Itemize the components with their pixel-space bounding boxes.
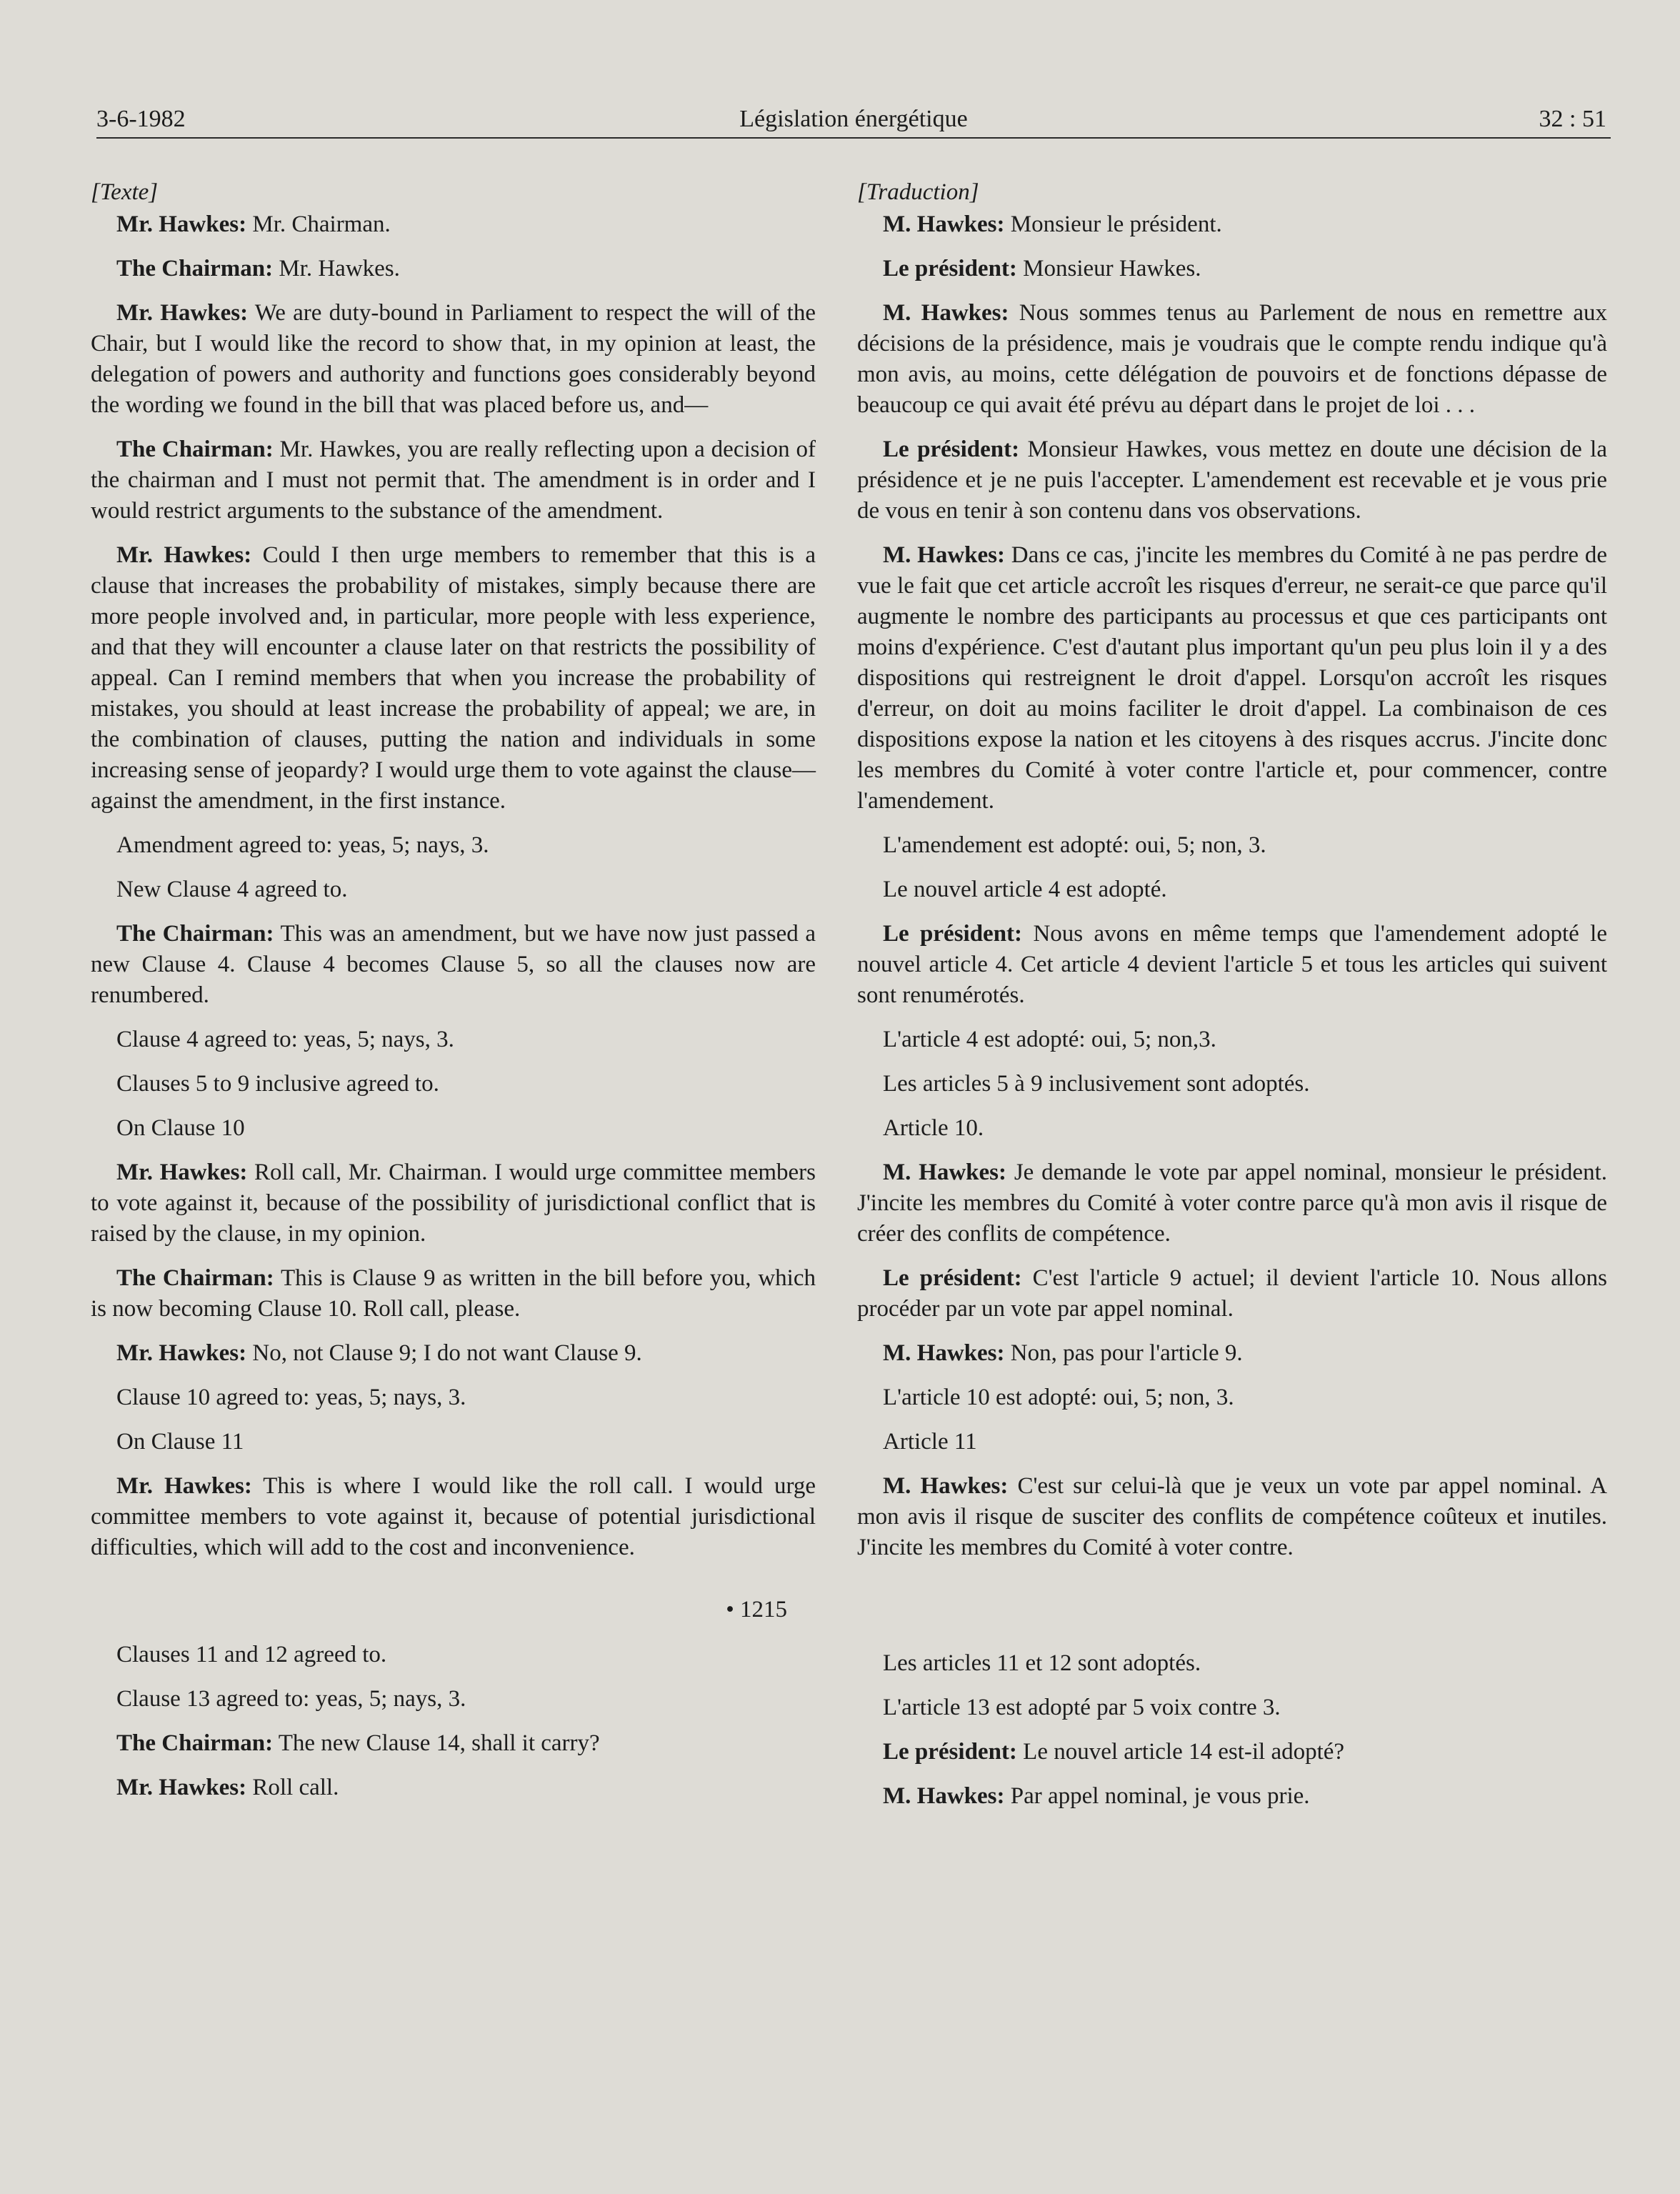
speaker-name: Mr. Hawkes: [116,300,249,326]
paragraph-text: Article 11 [883,1429,977,1455]
header-date: 3-6-1982 [96,106,186,132]
paragraph-text: Dans ce cas, j'incite les membres du Comité à ne pas perdre de vue le fait que cet article accroît les risques d'erreur, ne serait-ce que parce qu'il augmente le nombre des participants au processus et que ces participants ont moins d'expérience. C'est d'autant plus important qu'un peu plus loin il y a des dispositions qui restreignent le droit d'appel. Lorsqu'on accroît les risques d'erreur, on doit au moins faciliter le droit d'appel. La combinaison de ces dispositions expose la nation et les citoyens à des risques accrus. J'incite donc les membres du Comité à voter contre l'article et, pour commencer, contre l'amendement. [857,542,1607,814]
paragraph-text: Mr. Hawkes. [273,256,400,281]
french-paragraph [857,919,1607,1011]
paragraph-text: L'article 4 est adopté: oui, 5; non,3. [883,1027,1216,1052]
french-paragraph [857,1069,1607,1100]
speaker-name: Le président: [883,1265,1022,1291]
paragraph-text: Par appel nominal, je vous prie. [1004,1783,1310,1809]
paragraph-text: L'amendement est adopté: oui, 5; non, 3. [883,832,1266,858]
english-paragraph [91,1640,816,1670]
english-paragraph [91,919,816,1011]
speaker-name: M. Hawkes: [883,542,1006,568]
french-paragraph [857,298,1607,421]
speaker-name: M. Hawkes: [883,1340,1005,1366]
english-paragraph [91,1471,816,1563]
paragraph-text: This is Clause 9 as written in the bill before you, which is now becoming Clause 10. Roll call, please. [91,1265,816,1322]
english-paragraph [91,1113,816,1144]
speaker-name: The Chairman: [116,921,274,947]
paragraph-text: Mr. Hawkes, you are really reflecting upon a decision of the chairman and I must not permit that. The amendment is in order and I would restrict arguments to the substance of the amendment. [91,437,816,524]
paragraph-text: L'article 10 est adopté: oui, 5; non, 3. [883,1385,1234,1410]
paragraph-text: Could I then urge members to remember that this is a clause that increases the probability of mistakes, simply because there are more people involved and, in particular, more people with less experience, and that they will encounter a clause later on that restricts the possibility of appeal. Can I remind members that when you increase the probability of mistakes, you should at least increase the probability of appeal; we are, in the combination of clauses, putting the nation and individuals in some increasing sense of jeopardy? I would urge them to vote against the clause—against the amendment, in the first instance. [91,542,816,814]
paragraph-text: Clause 13 agreed to: yeas, 5; nays, 3. [116,1686,466,1712]
paragraph-text: No, not Clause 9; I do not want Clause 9. [246,1340,642,1366]
speaker-name: Mr. Hawkes: [116,1160,248,1185]
english-section-tag: [Texte] [91,179,159,205]
english-paragraph [91,209,816,240]
header-page-number: 32 : 51 [1539,106,1606,132]
paragraph-text: The new Clause 14, shall it carry? [273,1730,600,1756]
paragraph-text: Clause 4 agreed to: yeas, 5; nays, 3. [116,1027,454,1052]
paragraph-text: We are duty-bound in Parliament to respect the will of the Chair, but I would like the record to show that, in my opinion at least, the delegation of powers and authority and functions goes considerably beyond the wording we found in the bill that was placed before us, and— [91,300,816,418]
speaker-name: Mr. Hawkes: [116,211,247,237]
french-paragraph [857,1382,1607,1413]
speaker-name: The Chairman: [116,437,274,462]
speaker-name: M. Hawkes: [883,1160,1007,1185]
english-paragraph [91,1024,816,1055]
french-paragraph [857,1781,1607,1812]
english-paragraph [91,830,816,861]
french-paragraph [857,1471,1607,1563]
paragraph-text: C'est sur celui-là que je veux un vote par appel nominal. A mon avis il risque de susciter des conflits de compétence coûteux et inutiles. J'incite les membres du Comité à voter contre. [857,1473,1607,1560]
paragraph-text: On Clause 11 [116,1429,244,1455]
french-section-tag: [Traduction] [857,179,979,205]
paragraph-text: Roll call, Mr. Chairman. I would urge committee members to vote against it, because of the possibility of jurisdictional conflict that is raised by the clause, in my opinion. [91,1160,816,1247]
speaker-name: M. Hawkes: [883,211,1005,237]
speaker-name: M. Hawkes: [883,1783,1005,1809]
paragraph-text: Monsieur le président. [1004,211,1222,237]
paragraph-text: Les articles 11 et 12 sont adoptés. [883,1650,1201,1676]
french-paragraph [857,1024,1607,1055]
paragraph-text: Article 10. [883,1115,984,1141]
speaker-name: Mr. Hawkes: [116,1340,247,1366]
french-paragraph [857,540,1607,817]
english-paragraph [91,1684,816,1715]
speaker-name: Le président: [883,1739,1017,1765]
paragraph-text: Amendment agreed to: yeas, 5; nays, 3. [116,832,489,858]
speaker-name: The Chairman: [116,1730,274,1756]
english-paragraph [91,540,816,817]
speaker-name: Le président: [883,437,1020,462]
paragraph-text: Non, pas pour l'article 9. [1004,1340,1243,1366]
english-paragraph [91,1338,816,1369]
speaker-name: The Chairman: [116,256,274,281]
paragraph-text: Je demande le vote par appel nominal, monsieur le président. J'incite les membres du Comité à voter contre parce qu'à mon avis il risque de créer des conflits de compétence. [857,1160,1608,1247]
french-column [857,177,1607,1825]
speaker-name: Mr. Hawkes: [116,1775,247,1800]
paragraph-text: Le nouvel article 4 est adopté. [883,877,1167,902]
running-header [96,104,1611,139]
paragraph-text: Les articles 5 à 9 inclusivement sont adoptés. [883,1071,1310,1097]
english-time-marker: • 1215 [726,1597,787,1622]
speaker-name: Le président: [883,921,1023,947]
french-paragraph [857,1338,1607,1369]
french-paragraph [857,1113,1607,1144]
english-paragraph [91,1263,816,1325]
english-column [91,177,816,1817]
paragraph-text: Mr. Chairman. [246,211,391,237]
english-paragraph [91,1157,816,1250]
french-paragraph [857,254,1607,284]
english-paragraph [91,874,816,905]
paragraph-text: Nous sommes tenus au Parlement de nous en remettre aux décisions de la présidence, mais je voudrais que le compte rendu indique qu'à mon avis, au moins, cette délégation de pouvoirs et de fonctions dépasse de beaucoup ce qui avait été prévu au départ dans le projet de loi . . . [857,300,1607,418]
paragraph-text: Monsieur Hawkes. [1016,256,1201,281]
paragraph-text: Monsieur Hawkes, vous mettez en doute une décision de la présidence et je ne puis l'accepter. L'amendement est recevable et je vous prie de vous en tenir à son contenu dans vos observations. [857,437,1607,524]
header-title: Législation énergétique [739,106,968,132]
english-paragraph [91,434,816,527]
paragraph-text: Le nouvel article 14 est-il adopté? [1016,1739,1345,1765]
french-paragraph [857,1157,1607,1250]
paragraph-text: C'est l'article 9 actuel; il devient l'article 10. Nous allons procéder par un vote par appel nominal. [857,1265,1607,1322]
paragraph-text: On Clause 10 [116,1115,245,1141]
speaker-name: Mr. Hawkes: [116,1473,252,1499]
french-paragraph [857,1427,1607,1457]
speaker-name: M. Hawkes: [883,300,1009,326]
english-paragraph [91,1427,816,1457]
paragraph-text: Clauses 5 to 9 inclusive agreed to. [116,1071,439,1097]
french-paragraph [857,1648,1607,1679]
french-paragraph [857,209,1607,240]
english-paragraph [91,254,816,284]
french-paragraph [857,1263,1607,1325]
paragraph-text: L'article 13 est adopté par 5 voix contre 3. [883,1695,1281,1720]
french-paragraph [857,1692,1607,1723]
english-paragraph [91,298,816,421]
english-paragraph [91,1772,816,1803]
speaker-name: Mr. Hawkes: [116,542,252,568]
english-paragraph [91,1728,816,1759]
french-spacer [857,1577,1607,1648]
paragraph-text: Nous avons en même temps que l'amendement adopté le nouvel article 4. Cet article 4 devient l'article 5 et tous les articles qui suivent sont renumérotés. [857,921,1607,1008]
paragraph-text: New Clause 4 agreed to. [116,877,348,902]
english-paragraph [91,1382,816,1413]
french-paragraph [857,1737,1607,1767]
speaker-name: Le président: [883,256,1017,281]
paragraph-text: Roll call. [246,1775,339,1800]
french-paragraph [857,874,1607,905]
speaker-name: The Chairman: [116,1265,274,1291]
paragraph-text: Clauses 11 and 12 agreed to. [116,1642,387,1667]
speaker-name: M. Hawkes: [883,1473,1009,1499]
paragraph-text: This was an amendment, but we have now just passed a new Clause 4. Clause 4 becomes Clause 5, so all the clauses now are renumbered. [91,921,816,1008]
paragraph-text: This is where I would like the roll call. I would urge committee members to vote against it, because of potential jurisdictional difficulties, which will add to the cost and inconvenience. [91,1473,816,1560]
paragraph-text: Clause 10 agreed to: yeas, 5; nays, 3. [116,1385,466,1410]
french-paragraph [857,434,1607,527]
english-paragraph [91,1069,816,1100]
french-paragraph [857,830,1607,861]
